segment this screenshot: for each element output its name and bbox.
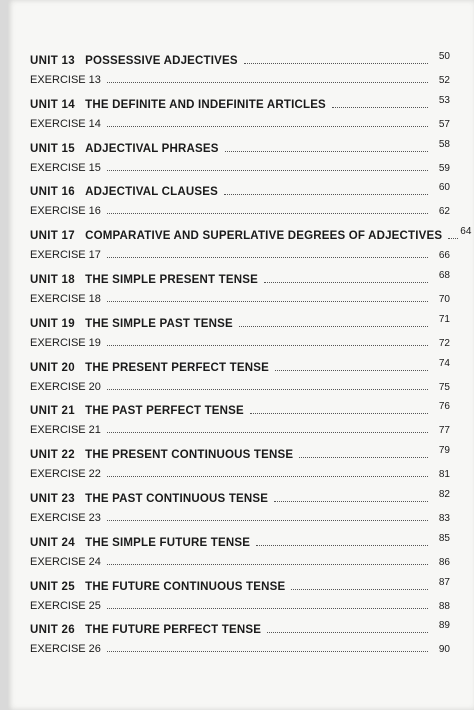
dot-leader (107, 126, 428, 127)
unit-heading-row (30, 442, 450, 461)
unit-title: THE FUTURE CONTINUOUS TENSE (85, 580, 286, 593)
dot-leader (225, 151, 428, 152)
dot-leader (107, 213, 428, 214)
dot-leader (224, 194, 428, 195)
dot-leader (107, 608, 428, 609)
unit-heading-row (30, 355, 450, 374)
unit-title: THE PRESENT CONTINUOUS TENSE (85, 449, 294, 462)
exercise-label: EXERCISE 16 (30, 205, 101, 218)
exercise-page-number: 59 (438, 162, 450, 174)
toc-unit (30, 617, 450, 661)
unit-heading (30, 449, 299, 461)
dot-leader (275, 370, 428, 371)
exercise-label: EXERCISE 26 (30, 643, 101, 656)
dot-leader (448, 238, 458, 239)
unit-heading (30, 493, 274, 505)
exercise-label: EXERCISE 23 (30, 511, 101, 524)
unit-number: UNIT 26 (30, 624, 75, 637)
unit-heading-row (30, 617, 450, 636)
exercise-row (30, 67, 450, 86)
toc-unit (30, 486, 450, 530)
toc-unit (30, 530, 450, 574)
unit-page-number: 89 (438, 620, 450, 632)
dot-leader (256, 545, 428, 546)
dot-leader (332, 107, 428, 108)
exercise-label: EXERCISE 22 (30, 468, 101, 481)
unit-page-number: 82 (438, 488, 450, 500)
unit-heading-row (30, 179, 450, 198)
exercise-page-number: 62 (438, 206, 450, 218)
exercise-row (30, 286, 450, 305)
unit-number: UNIT 13 (30, 55, 75, 67)
exercise-row (30, 330, 450, 349)
unit-number: UNIT 23 (30, 492, 75, 505)
exercise-page-number: 75 (438, 381, 450, 393)
unit-heading (30, 405, 250, 417)
toc-unit (30, 48, 450, 92)
toc-unit (30, 92, 450, 136)
toc-unit (30, 136, 450, 180)
exercise-row (30, 593, 450, 612)
unit-number: UNIT 18 (30, 273, 75, 286)
unit-number: UNIT 15 (30, 142, 75, 155)
exercise-row (30, 505, 450, 524)
unit-heading (30, 362, 275, 374)
unit-heading-row (30, 530, 450, 549)
unit-page-number: 74 (438, 357, 450, 369)
unit-number: UNIT 22 (30, 449, 75, 462)
exercise-row (30, 636, 450, 655)
exercise-row (30, 374, 450, 393)
unit-title: THE DEFINITE AND INDEFINITE ARTICLES (85, 98, 326, 111)
toc-unit (30, 223, 472, 267)
exercise-row (30, 242, 450, 261)
exercise-label: EXERCISE 18 (30, 292, 101, 305)
toc-unit (30, 574, 450, 618)
dot-leader (107, 564, 428, 565)
exercise-label: EXERCISE 20 (30, 380, 101, 393)
exercise-label: EXERCISE 14 (30, 117, 101, 130)
unit-page-number: 58 (438, 138, 450, 150)
exercise-page-number: 86 (438, 556, 450, 568)
exercise-page-number: 90 (438, 644, 450, 656)
exercise-label: EXERCISE 21 (30, 424, 101, 437)
exercise-page-number: 66 (438, 250, 450, 262)
toc-unit (30, 311, 450, 355)
unit-number: UNIT 16 (30, 186, 75, 199)
unit-title: THE PRESENT PERFECT TENSE (85, 361, 270, 374)
unit-heading (30, 581, 291, 593)
unit-number: UNIT 14 (30, 98, 75, 111)
unit-page-number: 76 (438, 401, 450, 413)
dot-leader (107, 82, 428, 83)
unit-page-number: 85 (438, 532, 450, 544)
dot-leader (107, 170, 428, 171)
exercise-page-number: 88 (438, 600, 450, 612)
unit-number: UNIT 21 (30, 405, 75, 418)
unit-page-number: 53 (438, 94, 450, 106)
unit-page-number: 68 (438, 269, 450, 281)
dot-leader (239, 326, 428, 327)
unit-heading-row (30, 136, 450, 155)
dot-leader (264, 282, 428, 283)
unit-title: THE SIMPLE FUTURE TENSE (85, 536, 251, 549)
unit-number: UNIT 25 (30, 580, 75, 593)
unit-number: UNIT 24 (30, 536, 75, 549)
unit-title: THE FUTURE PERFECT TENSE (85, 624, 262, 637)
unit-title: THE PAST CONTINUOUS TENSE (85, 492, 269, 505)
unit-page-number: 50 (438, 51, 450, 62)
exercise-page-number: 81 (438, 469, 450, 481)
unit-number: UNIT 17 (30, 230, 75, 243)
unit-heading-row (30, 48, 450, 67)
exercise-page-number: 57 (438, 118, 450, 130)
unit-heading-row (30, 311, 450, 330)
dot-leader (299, 457, 428, 458)
exercise-row (30, 155, 450, 174)
unit-page-number: 71 (438, 313, 450, 325)
unit-title: ADJECTIVAL PHRASES (85, 142, 219, 155)
dot-leader (107, 432, 428, 433)
unit-title: THE SIMPLE PAST TENSE (85, 317, 233, 330)
dot-leader (107, 257, 428, 258)
exercise-label: EXERCISE 24 (30, 555, 101, 568)
exercise-label: EXERCISE 25 (30, 599, 101, 612)
dot-leader (267, 632, 428, 633)
unit-page-number: 60 (438, 182, 450, 194)
unit-title: ADJECTIVAL CLAUSES (85, 186, 218, 199)
dot-leader (107, 476, 428, 477)
unit-heading-row (30, 223, 472, 243)
exercise-label: EXERCISE 13 (30, 74, 101, 86)
unit-title: POSSESSIVE ADJECTIVES (85, 55, 238, 67)
unit-title: COMPARATIVE AND SUPERLATIVE DEGREES OF ADJECTIVES (85, 230, 443, 243)
unit-heading-row (30, 92, 450, 111)
unit-page-number: 87 (438, 576, 450, 588)
dot-leader (244, 63, 428, 64)
exercise-row (30, 417, 450, 436)
unit-heading (30, 55, 244, 67)
unit-number: UNIT 19 (30, 317, 75, 330)
unit-heading-row (30, 486, 450, 505)
toc-unit (30, 398, 450, 442)
exercise-label: EXERCISE 17 (30, 249, 101, 262)
unit-heading-row (30, 267, 450, 286)
exercise-row (30, 461, 450, 480)
unit-page-number: 64 (460, 226, 472, 238)
unit-heading-row (30, 398, 450, 417)
dot-leader (107, 520, 428, 521)
unit-title: THE SIMPLE PRESENT TENSE (85, 273, 258, 286)
dot-leader (291, 589, 428, 590)
unit-heading (30, 537, 256, 549)
dot-leader (250, 413, 428, 414)
unit-heading (30, 99, 332, 111)
toc-unit (30, 267, 450, 311)
dot-leader (107, 651, 428, 652)
unit-heading (30, 230, 448, 242)
exercise-page-number: 52 (438, 75, 450, 86)
exercise-label: EXERCISE 19 (30, 336, 101, 349)
unit-heading (30, 186, 224, 198)
unit-heading (30, 143, 225, 155)
unit-heading-row (30, 574, 450, 593)
exercise-page-number: 77 (438, 425, 450, 437)
exercise-label: EXERCISE 15 (30, 161, 101, 174)
exercise-page-number: 70 (438, 293, 450, 305)
dot-leader (274, 501, 428, 502)
unit-heading (30, 274, 264, 286)
dot-leader (107, 301, 428, 302)
dot-leader (107, 389, 428, 390)
unit-page-number: 79 (438, 445, 450, 457)
exercise-page-number: 72 (438, 337, 450, 349)
unit-heading (30, 318, 239, 330)
unit-number: UNIT 20 (30, 361, 75, 374)
unit-title: THE PAST PERFECT TENSE (85, 405, 244, 418)
dot-leader (107, 345, 428, 346)
exercise-row (30, 198, 450, 217)
toc-unit (30, 179, 450, 223)
table-of-contents (30, 48, 472, 661)
exercise-row (30, 111, 450, 130)
book-page (8, 0, 474, 710)
exercise-page-number: 83 (438, 512, 450, 524)
unit-heading (30, 624, 267, 636)
toc-unit (30, 442, 450, 486)
toc-unit (30, 355, 450, 399)
exercise-row (30, 549, 450, 568)
